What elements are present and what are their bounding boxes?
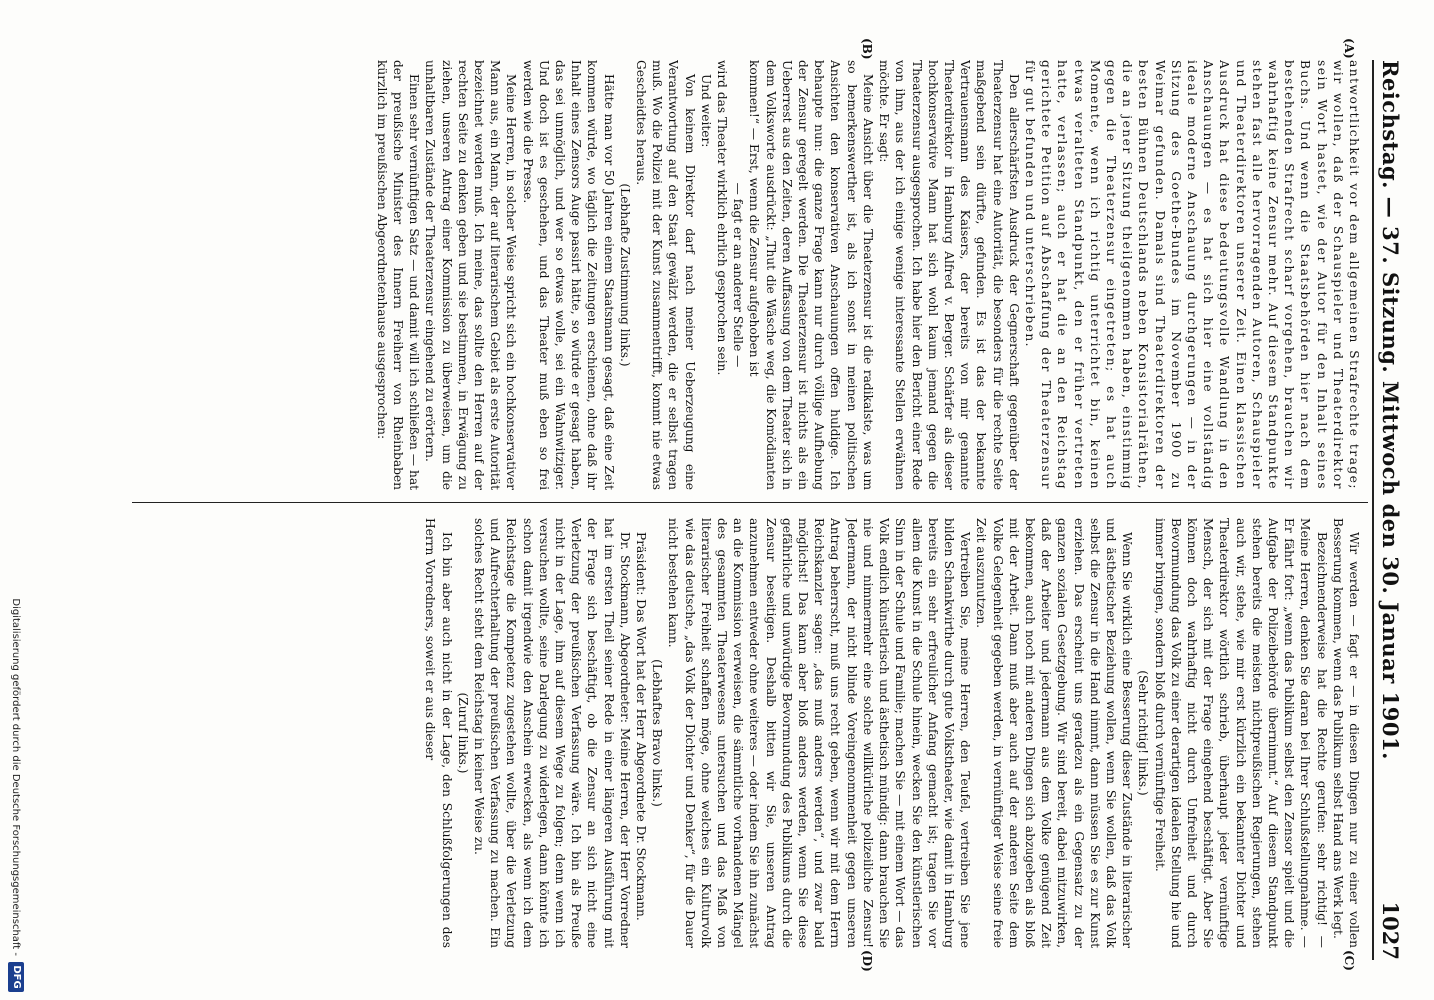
interjection: (Zuruf links.)	[455, 692, 470, 774]
paragraph: Einen sehr vernünftigen Satz — und damit will ich schließen — hat der preußische Minister des Innern Freiherr von Rheinbaben kürzlich im preußischen Abgeordnetenhause ausgesprochen:	[374, 60, 422, 490]
paragraph: Vertreiben Sie, meine Herren, den Teufel, vertreiben Sie jene bilden Schankwirthe durch gute Volkstheater, wie damit in Hamburg bereits ein sehr erfreulicher Anfang gemacht ist; tragen Sie vor allem die Kunst in die Schule hinein, wecken Sie den künstlerischen Sinn in der Schule und Familie; machen Sie — mit einem Wort — das Volk endlich künstlerisch und ästhetisch mündig: dann brauchen Sie nie und nimmermehr eine solche willkürliche polizeiliche Zensur! Jedermann, der nicht blinde Voreingenommenheit gegen unseren Antrag beherrscht, muß uns recht geben, wenn wir mit dem Herrn Reichskanzler sagen: „das muß anders werden“, und zwar bald möglichst! Das kann aber bloß anders werden, wenn Sie diese gefährliche und unwürdige Bevormundung des Publikums durch die Zensur beseitigen. Deshalb bitten wir Sie, unseren Antrag anzunehmen entweder ohne weiteres — oder indem Sie ihn zunächst an die Kommission verweisen, die sämmtliche vorhandenen Mängel des gesammten Theaterwesens untersuchen und das Maß von literarischer Freiheit schaffen möge, ohne welches ein Kulturvolk wie das deutsche, „das Volk der Dichter und Denker“, für die Dauer nicht bestehen kann.	[666, 518, 973, 948]
digitization-footer	[4, 0, 26, 1000]
running-title: Reichstag. — 37. Sitzung. Mittwoch den 30. Januar 1901.	[1378, 60, 1403, 760]
paragraph: Bezeichnenderweise hat die Rechte gerufen: sehr richtig! — Meine Herren, denken Sie daran bei Ihrer Schlußstellungnahme. — Er fährt fort: „wenn das Publikum selbst den Zensor spielt und die Aufgabe der Polizeibehörde übernimmt.“ Auf diesem Standpunkt stehen bereits die meisten nichtpreußischen Regierungen, stehen auch wir, stehe, wie mir erst kürzlich ein bekannter Dichter und Theaterdirektor wörtlich schrieb, überhaupt jeder vernünftige Mensch, der sich mit der Frage eingehend beschäftigt. Aber Sie können doch wahrhaftig nicht durch Unfreiheit und durch Bevormundung das Volk zu einer derartigen idealen Stellung hie und immer bringen, sondern bloß durch vernünftige Freiheit.	[1152, 518, 1329, 948]
interjection: (Sehr richtig! links.)	[1136, 670, 1151, 796]
quoted-paragraph: wird das Theater wirklich ehrlich gesprochen sein.	[715, 60, 730, 376]
dfg-logo: DFG	[8, 962, 24, 992]
quoted-paragraph: Meine Ansicht über die Theaterzensur ist die radikalste, was um so bemerkenswerther ist, als ich sonst in meinen politischen Ansichten den konservativen Anschauungen offen huldige. Ich behaupte nun: die ganze Frage kann nur durch völlige Aufhebung der Zensur geregelt werden. Die Theaterzensur ist nichts als ein Ueberrest aus den Zeiten, deren Auffassung von dem Theater sich in dem Volksworte ausdrückt: „Thut die Wäsche weg, die Komödianten kommen!“ — Erst, wenn die Zensur aufgehoben ist	[747, 60, 875, 490]
margin-mark-d: (D)	[860, 950, 874, 972]
page-number: 1027	[1378, 901, 1403, 960]
interjection: (Lebhafte Zustimmung links.)	[617, 183, 632, 367]
margin-mark-a: (A)	[1342, 38, 1356, 59]
interjection: (Lebhaftes Bravo links.)	[650, 659, 665, 807]
margin-mark-c: (C)	[1342, 950, 1356, 971]
paragraph: antwortlichkeit vor dem allgemeinen Strafrechte trage; wir wollen, daß der Schauspieler und Theaterdirektor sein Wort hastet, wie der Autor für den Inhalt seines Buchs. Und wenn die Staatsbehörden hier nach dem bestehenden Strafrecht scharf vorgehen, brauchen wir wahrhaftig keine Zensur mehr. Auf diesem Standpunkte stehen fast alle hervorragenden Autoren, Schauspieler und Theaterdirektoren unserer Zeit. Einen klassischen Ausdruck hat diese bedeutungsvolle Wandlung in den Anschauungen — es hat sich hier eine vollständig ideale moderne Anschauung durchgerungen — in der Sitzung des Goethe-Bundes im November 1900 zu Weimar gefunden. Damals sind Theaterdirektoren der besten Bühnen Deutschlands neben Konsistorialräthen, die an jener Sitzung theilgenommen haben, einstimmig gegen die Theaterzensur eingetreten; es hat auch Momente, wenn ich richtig unterrichtet bin, keinen etwas veralteten Standpunkt, den er früher vertreten hatte, verlassen; auch er hat die an den Reichstag gerichtete Petition auf Abschaffung der Theaterzensur für gut befunden und unterschrieben.	[1022, 60, 1361, 490]
paragraph: Den allerschärfsten Ausdruck der Gegnerschaft gegenüber der Theaterzensur hat eine Autorität, die besonders für die rechte Seite maßgebend sein dürfte, gefunden. Es ist das der bekannte Vertrauensmann des Kaisers, der bereits von mir genannte Theaterdirektor in Hamburg Alfred v. Berger. Schärfer als dieser hochkonservative Mann hat sich wohl kaum jemand gegen die Theaterzensur ausgesprochen. Ich habe hier den Bericht einer Rede von ihm, aus der ich einige wenige interessante Stellen erwähnen möchte. Er sagt:	[877, 60, 1021, 490]
quoted-paragraph: Hätte man vor 50 Jahren einem Staatsmann gesagt, daß eine Zeit kommen würde, wo täglich die Zeitungen erschienen, ohne daß ihr Inhalt eines Zensors Auge passirt hätte, so würde er gesagt haben, das sei unmöglich, und wer so etwas wolle, sei ein Wahnwitziger. Und doch ist es geschehen, und das Theater muß eben so frei werden wie die Presse.	[520, 60, 616, 490]
quoted-paragraph: Von keinem Direktor darf nach meiner Ueberzeugung eine Verantwortung auf den Staat gewälzt werden, die er selbst tragen muß. Wo die Polizei mit der Kunst zusammentrifft, kommt nie etwas Gescheidtes heraus.	[634, 60, 697, 490]
column-divider	[132, 502, 1368, 503]
page-header	[1372, 60, 1408, 960]
paragraph: Wenn Sie wirklich eine Besserung dieser Zustände in literarischer und ästhetischer Beziehung wollen, wenn Sie wollen, daß das Volk selbst die Zensur in die Hand nimmt, dann müssen Sie es zur Kunst erziehen. Das erscheint uns geradezu als ein Gegensatz zu der ganzen sozialen Gesetzgebung. Wir sind bereit, dabei mitzuwirken, daß der Arbeiter und jedermann aus dem Volke genügend Zeit bekommen, auch noch mit anderen Dingen sich abzugeben als bloß mit der Arbeit. Dann muß aber auch auf der anderen Seite dem Volke Gelegenheit gegeben werden, in vernünftiger Weise seine freie Zeit auszunutzen.	[974, 518, 1135, 948]
funding-note: Digitalisierung gefördert durch die Deutsche Forschungsgemeinschaft -	[10, 598, 21, 956]
paragraph: Und weiter:	[698, 74, 713, 148]
quote-aside: — fagt er an anderer Stelle —	[731, 182, 746, 368]
paragraph: Meine Herren, in solcher Weise spricht sich ein hochkonservativer Mann aus, ein Mann, der auf literarischem Gebiet als erste Autorität bezeichnet werden muß. Ich meine, das sollte den Herren auf der rechten Seite zu denken geben und sie bestimmen, in Erwägung zu ziehen, unseren Antrag einer Kommission zu überweisen, um die unhaltbaren Zustände der Theaterzensur eingehend zu erörtern.	[423, 60, 519, 490]
quoted-paragraph: Wir werden — fagt er — in diesen Dingen nur zu einer vollen Besserung kommen, wenn das Publikum selbst Hand ans Werk legt.	[1330, 518, 1361, 948]
margin-mark-b: (B)	[860, 38, 874, 60]
right-text-column	[132, 518, 1362, 948]
paragraph: Ich bin aber auch nicht in der Lage, den Schlußfolgerungen des Herrn Vorredners, soweit er aus dieser	[423, 518, 454, 948]
speaker-paragraph: Dr. Stockmann, Abgeordneter: Meine Herren, der Herr Vorredner hat im ersten Theil seiner Rede in einer längeren Ausführung mit der Frage sich beschäftigt, ob die Zensur an sich nicht eine Verletzung der preußischen Verfassung wäre. Ich bin als Preuße nicht in der Lage, ihm auf diesem Wege zu folgen; denn wenn ich versuchen wollte, seine Darlegung zu widerlegen, dann könnte ich schon damit irgendwie den Anschein erwecken, als wenn ich dem Reichstage die Kompetenz zugestehen wollte, über die Verletzung und Aufrechterhaltung der preußischen Verfassung zu machen. Ein solches Recht steht dem Reichstag in keiner Weise zu.	[472, 518, 632, 948]
speaker-paragraph: Präsident: Das Wort hat der Herr Abgeordnete Dr. Stockmann.	[634, 532, 649, 921]
left-text-column	[132, 60, 1362, 490]
